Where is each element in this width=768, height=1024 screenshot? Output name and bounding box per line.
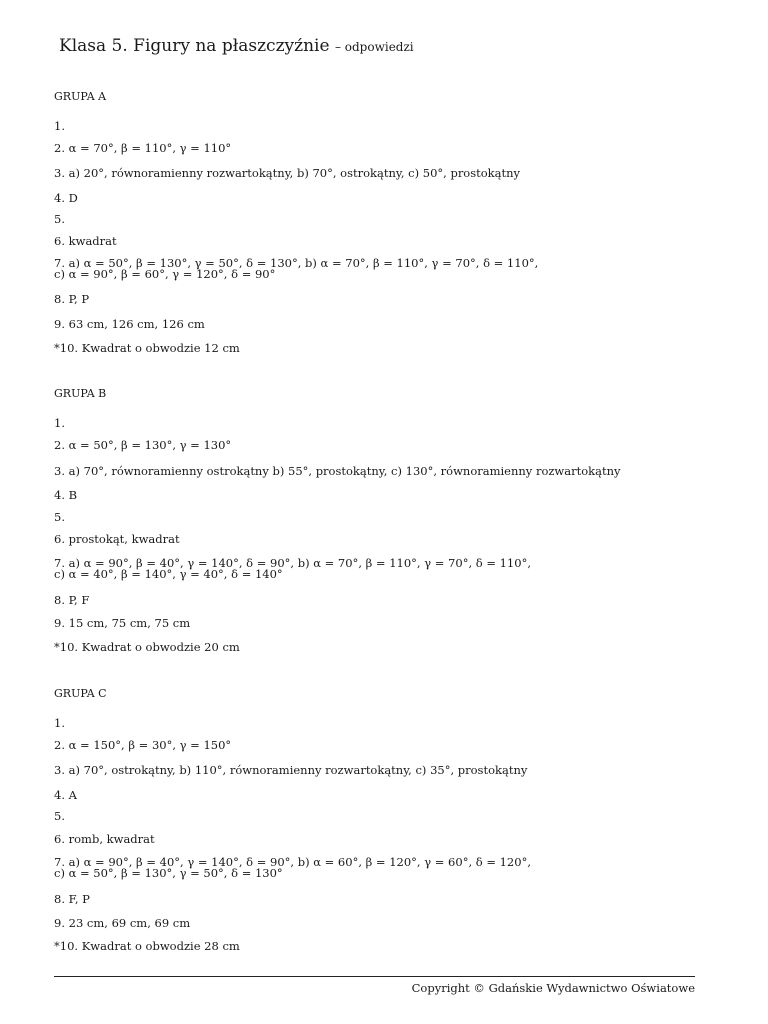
answer-10: *10. Kwadrat o obwodzie 28 cm — [54, 939, 240, 953]
page-title — [59, 36, 414, 56]
group-heading-a: GRUPA A — [54, 90, 107, 103]
answer-6: 6. kwadrat — [54, 234, 117, 248]
answer-7-line-1: 7. a) α = 90°, β = 40°, γ = 140°, δ = 90°, b) α = 70°, β = 110°, γ = 70°, δ = 110°, — [54, 556, 531, 570]
answer-9: 9. 63 cm, 126 cm, 126 cm — [54, 317, 205, 331]
answer-10: *10. Kwadrat o obwodzie 20 cm — [54, 640, 240, 654]
answer-8: 8. P, F — [54, 593, 90, 607]
group-heading-b: GRUPA B — [54, 387, 107, 400]
answer-7-line-2: c) α = 50°, β = 130°, γ = 50°, δ = 130° — [54, 866, 283, 880]
answer-1: 1. — [54, 716, 65, 730]
answer-2: 2. α = 50°, β = 130°, γ = 130° — [54, 438, 232, 452]
answer-10: *10. Kwadrat o obwodzie 12 cm — [54, 341, 240, 355]
answer-2: 2. α = 70°, β = 110°, γ = 110° — [54, 141, 232, 155]
answer-8: 8. F, P — [54, 892, 90, 906]
answer-7-line-1: 7. a) α = 50°, β = 130°, γ = 50°, δ = 130°, b) α = 70°, β = 110°, γ = 70°, δ = 110°, — [54, 256, 539, 270]
answer-3: 3. a) 70°, równoramienny ostrokątny b) 55°, prostokątny, c) 130°, równoramienny rozwartokątny — [54, 464, 621, 478]
answer-1: 1. — [54, 119, 65, 133]
answer-1: 1. — [54, 416, 65, 430]
answer-9: 9. 23 cm, 69 cm, 69 cm — [54, 916, 191, 930]
answer-6: 6. prostokąt, kwadrat — [54, 532, 180, 546]
answer-5: 5. — [54, 510, 65, 524]
answer-9: 9. 15 cm, 75 cm, 75 cm — [54, 616, 191, 630]
answer-5: 5. — [54, 809, 65, 823]
answer-5: 5. — [54, 212, 65, 226]
answer-3: 3. a) 20°, równoramienny rozwartokątny, b) 70°, ostrokątny, c) 50°, prostokątny — [54, 166, 521, 180]
footer-divider — [54, 976, 695, 977]
answer-4: 4. A — [54, 788, 77, 802]
answer-8: 8. P, P — [54, 292, 90, 306]
title-subtitle: – odpowiedzi — [334, 40, 414, 54]
title-main: Klasa 5. Figury na płaszczyźnie — [59, 36, 330, 56]
copyright-notice: Copyright © Gdańskie Wydawnictwo Oświatowe — [411, 981, 695, 995]
answer-7-line-2: c) α = 40°, β = 140°, γ = 40°, δ = 140° — [54, 567, 283, 581]
answer-3: 3. a) 70°, ostrokątny, b) 110°, równoramienny rozwartokątny, c) 35°, prostokątny — [54, 763, 528, 777]
answer-7-line-1: 7. a) α = 90°, β = 40°, γ = 140°, δ = 90°, b) α = 60°, β = 120°, γ = 60°, δ = 120°, — [54, 855, 531, 869]
answer-2: 2. α = 150°, β = 30°, γ = 150° — [54, 738, 232, 752]
answer-4: 4. B — [54, 488, 78, 502]
group-heading-c: GRUPA C — [54, 687, 107, 700]
answer-6: 6. romb, kwadrat — [54, 832, 155, 846]
answer-4: 4. D — [54, 191, 78, 205]
answer-7-line-2: c) α = 90°, β = 60°, γ = 120°, δ = 90° — [54, 267, 276, 281]
